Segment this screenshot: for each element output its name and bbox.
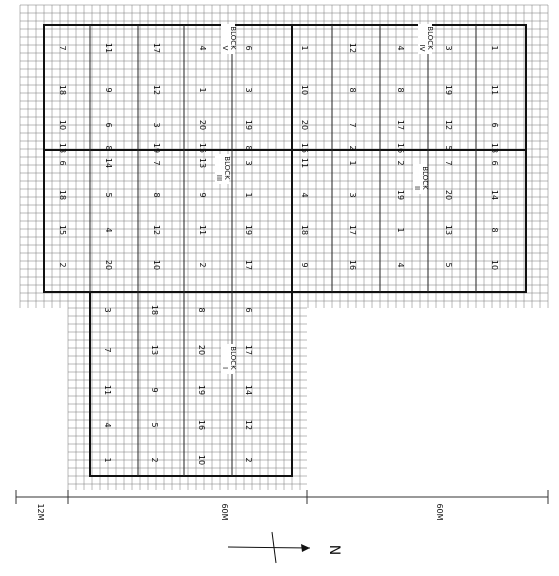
plot-number: 4 (396, 45, 405, 51)
plot-number: 9 (104, 87, 113, 93)
plot-number: 1 (348, 160, 357, 166)
plot-number: 17 (396, 119, 405, 131)
plot-number: 18 (58, 84, 67, 96)
plot-number: 10 (58, 119, 67, 131)
plot-number: 5 (444, 145, 453, 151)
plot-number: 3 (152, 122, 161, 128)
plot-number: 13 (198, 157, 207, 169)
north-arrow-shaft (228, 547, 310, 548)
plot-number: 3 (348, 192, 357, 198)
plot-number: 1 (300, 45, 309, 51)
plot-number: 6 (490, 122, 499, 128)
plot-number: 2 (58, 262, 67, 268)
plot-number: 12 (152, 224, 161, 236)
plot-number: 11 (198, 224, 207, 236)
plot-number: 3 (244, 87, 253, 93)
block-roman-numeral: V (221, 45, 229, 51)
plot-number: 10 (197, 454, 206, 466)
plot-number: 3 (103, 307, 112, 313)
plot-number: 12 (244, 419, 253, 431)
dimension-label-right: 60M (435, 503, 444, 521)
plot-number: 13 (150, 344, 159, 356)
plot-number: 8 (152, 192, 161, 198)
plot-number: 18 (58, 189, 67, 201)
block-label-word: BLOCK (421, 166, 429, 190)
north-arrow (228, 532, 342, 563)
plot-number: 7 (444, 160, 453, 166)
dimension-lines (16, 490, 548, 521)
plot-number: 17 (348, 224, 357, 236)
plot-number: 12 (348, 42, 357, 54)
plot-number: 6 (58, 160, 67, 166)
plot-number: 10 (490, 259, 499, 271)
plot-number: 1 (244, 192, 253, 198)
plot-number: 8 (244, 145, 253, 151)
plot-number: 11 (104, 42, 113, 54)
plot-number: 17 (152, 42, 161, 54)
plot-number: 7 (152, 160, 161, 166)
plot-number: 20 (198, 119, 207, 131)
plot-number: 16 (348, 259, 357, 271)
plot-number: 2 (396, 160, 405, 166)
block-roman-numeral: II (413, 185, 421, 191)
plot-number: 15 (58, 224, 67, 236)
plot-number: 19 (396, 189, 405, 201)
plot-number: 4 (198, 45, 207, 51)
plot-number: 14 (490, 189, 499, 201)
background-grid (20, 5, 548, 490)
dimension-label-left: 12M (36, 503, 45, 521)
plot-number: 2 (150, 457, 159, 463)
plot-number: 12 (152, 84, 161, 96)
plot-number: 7 (348, 122, 357, 128)
plot-number: 19 (197, 384, 206, 396)
plot-number: 1 (198, 87, 207, 93)
block-label-word: BLOCK (426, 26, 434, 50)
block-label-word: BLOCK (229, 346, 237, 370)
plot-number: 6 (244, 307, 253, 313)
block-label-word: BLOCK (223, 156, 231, 180)
plot-number: 17 (244, 259, 253, 271)
plot-number: 17 (244, 344, 253, 356)
plot-number: 1 (396, 227, 405, 233)
plot-number: 6 (490, 160, 499, 166)
plot-number: 20 (104, 259, 113, 271)
plot-number: 19 (244, 224, 253, 236)
plot-number: 8 (104, 145, 113, 151)
north-arrow-head (301, 544, 310, 552)
plot-number: 13 (58, 142, 67, 154)
plot-number: 2 (348, 145, 357, 151)
plot-number: 7 (58, 45, 67, 51)
plot-number: 14 (244, 384, 253, 396)
plot-number: 20 (197, 344, 206, 356)
plot-number: 19 (444, 84, 453, 96)
plot-number: 4 (104, 227, 113, 233)
plot-number: 1 (103, 457, 112, 463)
plot-number: 5 (104, 192, 113, 198)
plot-number: 8 (490, 227, 499, 233)
plot-number: 10 (152, 259, 161, 271)
plot-number: 8 (348, 87, 357, 93)
dimension-label-middle: 60M (220, 503, 229, 521)
plot-number: 20 (300, 119, 309, 131)
plot-number: 7 (103, 347, 112, 353)
plot-number: 13 (444, 224, 453, 236)
plot-number: 10 (300, 84, 309, 96)
plot-number: 9 (150, 387, 159, 393)
plot-number: 18 (300, 224, 309, 236)
plot-number: 9 (198, 192, 207, 198)
plot-number: 8 (197, 307, 206, 313)
block-roman-numeral: I (221, 366, 229, 370)
plot-number: 15 (300, 142, 309, 154)
outer-frame (44, 25, 526, 292)
plot-number: 4 (396, 262, 405, 268)
block-roman-numeral: IV (418, 44, 426, 52)
north-label: N (326, 544, 342, 556)
plot-number: 19 (244, 119, 253, 131)
plot-number: 4 (103, 422, 112, 428)
plot-number: 3 (244, 160, 253, 166)
plot-number: 15 (198, 142, 207, 154)
block-label-word: BLOCK (229, 26, 237, 50)
plot-number: 3 (444, 45, 453, 51)
plot-number: 11 (300, 157, 309, 169)
plot-number: 2 (244, 457, 253, 463)
plot-number: 4 (300, 192, 309, 198)
block-roman-numeral: III (215, 174, 223, 182)
plot-number: 19 (152, 142, 161, 154)
plot-number: 2 (198, 262, 207, 268)
plot-number: 1 (490, 45, 499, 51)
plot-number: 9 (300, 262, 309, 268)
plot-number: 16 (197, 419, 206, 431)
plot-number: 11 (490, 84, 499, 96)
plot-number: 6 (104, 122, 113, 128)
plot-number: 5 (150, 422, 159, 428)
plot-number: 12 (444, 119, 453, 131)
plot-number: 18 (150, 304, 159, 316)
plot-number: 11 (103, 384, 112, 396)
plot-number: 14 (104, 157, 113, 169)
plot-number: 8 (396, 87, 405, 93)
plot-number: 20 (444, 189, 453, 201)
plot-number: 13 (490, 142, 499, 154)
plot-number: 16 (396, 142, 405, 154)
plot-number: 6 (244, 45, 253, 51)
plot-number: 5 (444, 262, 453, 268)
block-i-frame (90, 292, 292, 476)
